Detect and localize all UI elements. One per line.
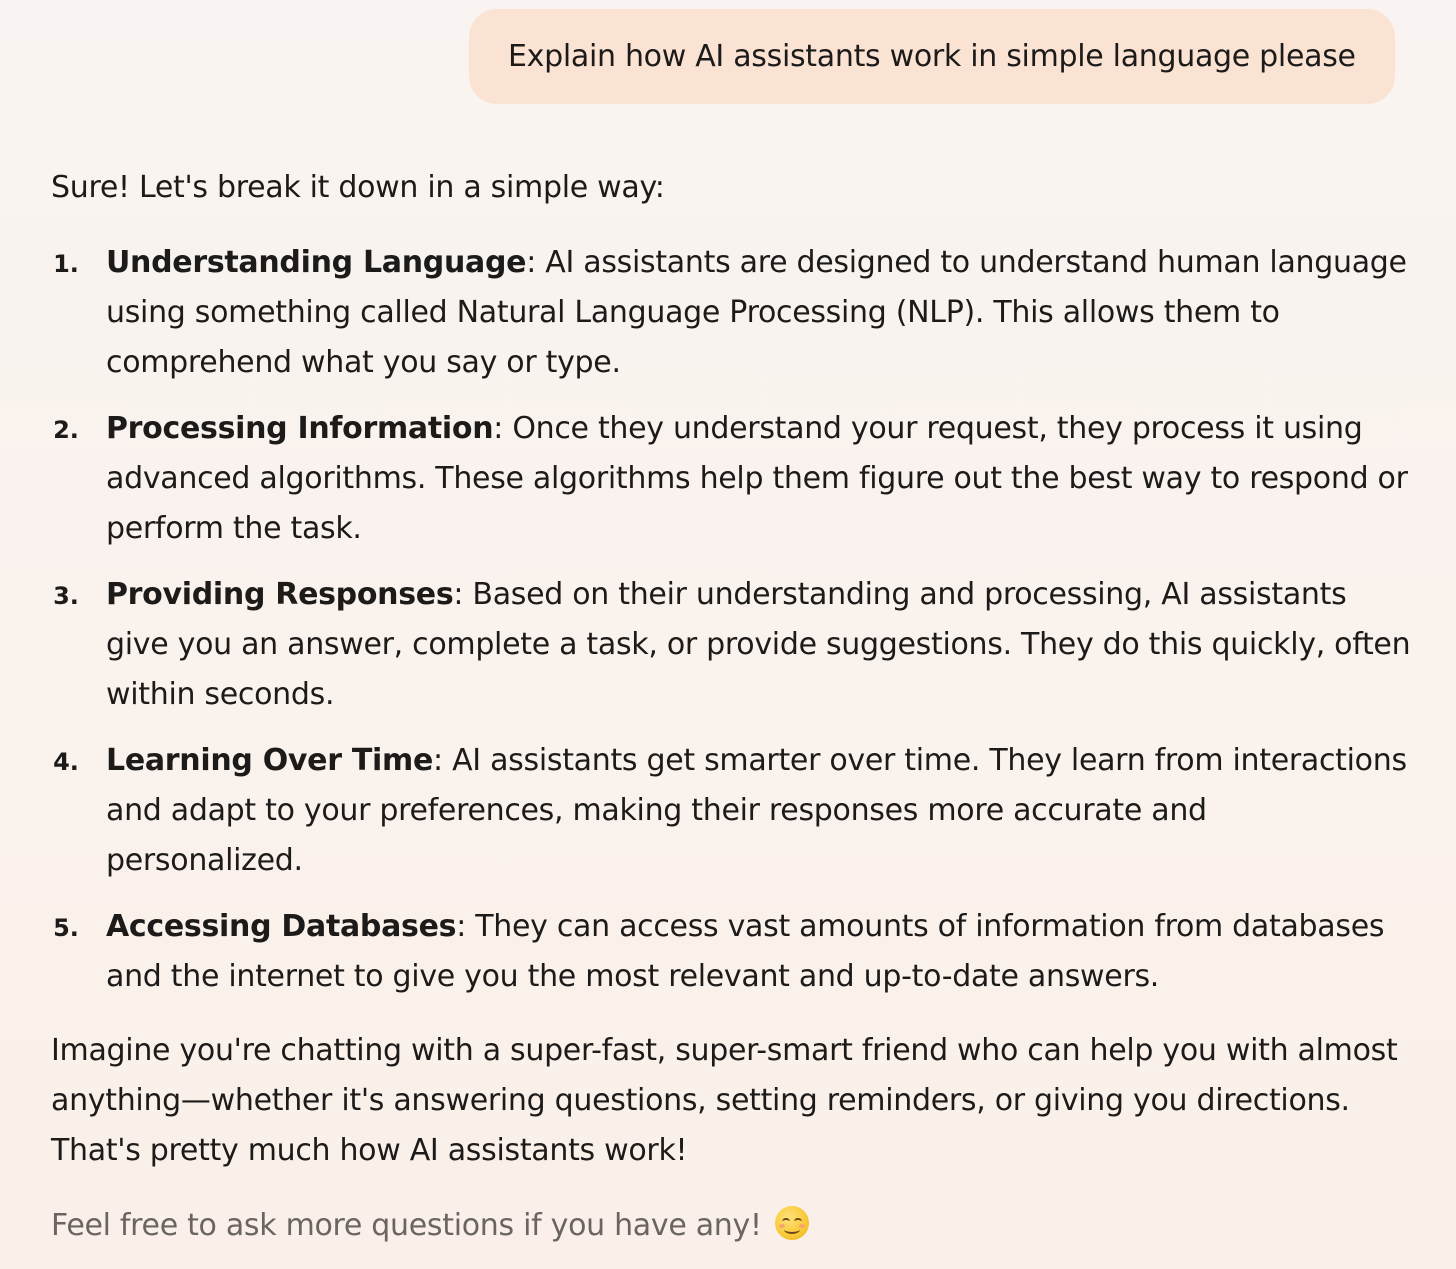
list-item [51, 902, 1411, 1002]
step-title: Accessing Databases [106, 909, 457, 944]
user-message-text: Explain how AI assistants work in simple language please [508, 39, 1356, 74]
user-message-bubble [469, 9, 1395, 104]
smiling-face-icon [775, 1206, 809, 1240]
step-title: Learning Over Time [106, 743, 434, 778]
step-number: 1. [53, 250, 79, 278]
step-text: : They can access vast amounts of information from databases and the internet to give you the most relevant and up-to-date answers. [106, 909, 1385, 994]
step-number: 4. [53, 748, 79, 776]
step-title: Processing Information [106, 411, 494, 446]
list-item [51, 238, 1411, 388]
step-number: 2. [53, 416, 79, 444]
steps-list [51, 238, 1411, 1002]
list-item [51, 736, 1411, 886]
list-item [51, 570, 1411, 720]
step-title: Providing Responses [106, 577, 454, 612]
step-text: : Once they understand your request, they process it using advanced algorithms. These algorithms help them figure out the best way to respond or perform the task. [106, 411, 1408, 546]
step-text: : AI assistants get smarter over time. They learn from interactions and adapt to your preferences, making their responses more accurate and personalized. [106, 743, 1407, 878]
step-text: : Based on their understanding and processing, AI assistants give you an answer, complete a task, or provide suggestions. They do this quickly, often within seconds. [106, 577, 1411, 712]
closing-text: Feel free to ask more questions if you have any! [51, 1208, 762, 1243]
list-item [51, 404, 1411, 554]
assistant-message [51, 163, 1411, 1251]
assistant-intro: Sure! Let's break it down in a simple way: [51, 170, 665, 205]
assistant-summary: Imagine you're chatting with a super-fast, super-smart friend who can help you with almost anything—whether it's answering questions, setting reminders, or giving you directions. That's pretty much how AI assistants work! [51, 1033, 1398, 1168]
step-number: 5. [53, 914, 79, 942]
step-title: Understanding Language [106, 245, 527, 280]
step-number: 3. [53, 582, 79, 610]
assistant-closing [51, 1201, 1411, 1251]
step-text: : AI assistants are designed to understand human language using something called Natural Language Processing (NLP). This allows them to comprehend what you say or type. [106, 245, 1407, 380]
